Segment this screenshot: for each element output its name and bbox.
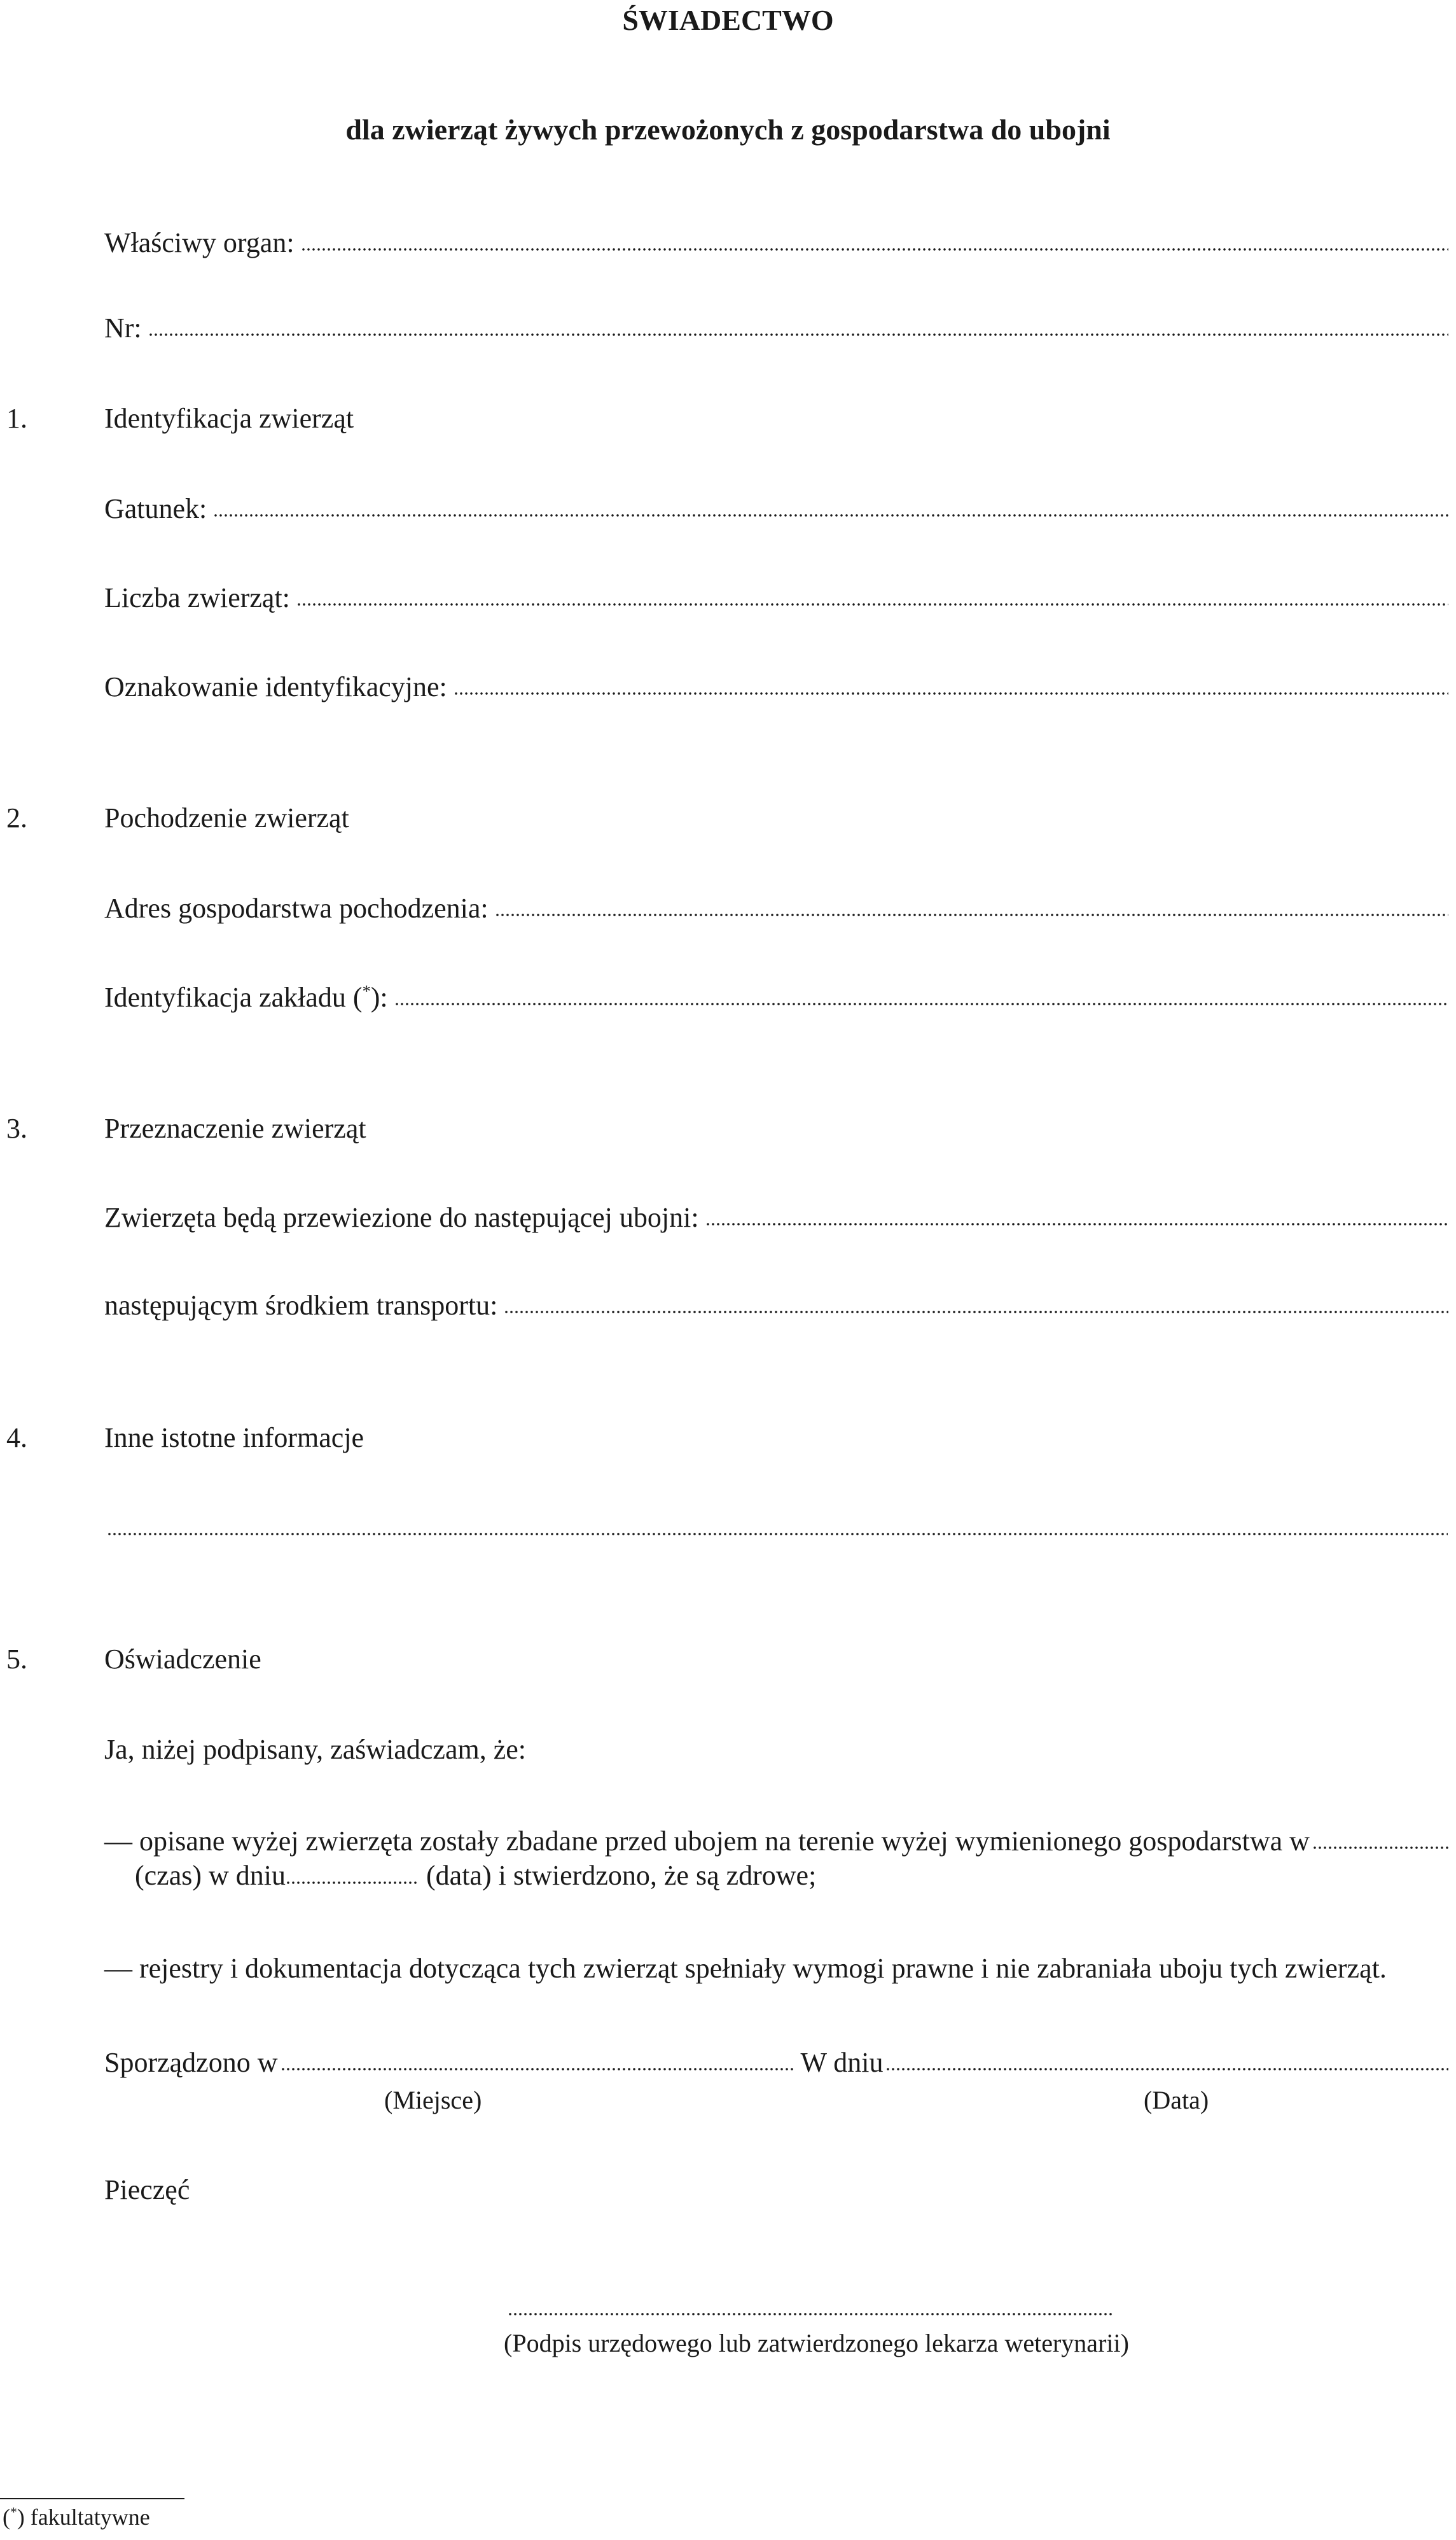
section-4-number: 4.: [6, 1422, 27, 1453]
footnote-mark: *: [362, 981, 371, 1001]
miejsce-caption: (Miejsce): [384, 2086, 482, 2114]
inne-informacje-dotted-line[interactable]: [107, 1532, 1448, 1536]
oznakowanie-label: Oznakowanie identyfikacyjne:: [104, 671, 447, 702]
nr-field[interactable]: [104, 311, 1448, 346]
organ-field[interactable]: [104, 225, 1448, 261]
declaration-point-1-line-1: [104, 1824, 1448, 1859]
footnote: (*) fakultatywne: [3, 2504, 150, 2530]
czas-w-dniu-label: (czas) w dniu: [135, 1860, 286, 1891]
identyfikacja-zakladu-end: ):: [370, 982, 388, 1013]
signature-caption: (Podpis urzędowego lub zatwierdzonego lekarza weterynarii): [504, 2329, 1129, 2357]
footnote-marker: *: [10, 2504, 17, 2520]
identyfikacja-zakladu-dotted-line: [394, 1002, 1448, 1006]
section-1-number: 1.: [6, 403, 27, 434]
section-3-heading: Przeznaczenie zwierząt: [104, 1113, 366, 1144]
signature-dotted-line[interactable]: [508, 2312, 1112, 2316]
oznakowanie-dotted-line: [454, 692, 1448, 695]
adres-dotted-line: [495, 913, 1448, 917]
section-5-number: 5.: [6, 1643, 27, 1675]
identyfikacja-zakladu-text: Identyfikacja zakładu (: [104, 982, 363, 1013]
section-5-heading: Oświadczenie: [104, 1643, 261, 1675]
ubojnia-field[interactable]: [104, 1200, 1448, 1236]
czas-dotted-line[interactable]: [1312, 1846, 1448, 1850]
section-2-number: 2.: [6, 802, 27, 834]
section-4-heading: Inne istotne informacje: [104, 1422, 364, 1453]
gatunek-label: Gatunek:: [104, 493, 207, 524]
footnote-separator: [0, 2498, 184, 2499]
section-1-heading: Identyfikacja zwierząt: [104, 403, 354, 434]
declaration-point-2: — rejestry i dokumentacja dotycząca tych zwierząt spełniały wymogi prawne i nie zabraniała uboju tych zwierząt.: [104, 1953, 1387, 1984]
w-dniu-label: W dniu: [800, 2047, 884, 2078]
identyfikacja-zakladu-label: [104, 980, 388, 1015]
nr-dotted-line: [148, 333, 1448, 337]
sporzadzono-label: Sporządzono w: [104, 2047, 278, 2078]
data-stwierdzono-text: (data) i stwierdzono, że są zdrowe;: [426, 1860, 817, 1891]
organ-label: Właściwy organ:: [104, 227, 295, 258]
ubojnia-label: Zwierzęta będą przewiezione do następującej ubojni:: [104, 1202, 699, 1233]
liczba-dotted-line: [296, 603, 1448, 606]
organ-dotted-line: [301, 248, 1448, 251]
data-caption: (Data): [1144, 2086, 1209, 2114]
transport-field[interactable]: [104, 1288, 1448, 1323]
sporzadzono-row: [104, 2045, 1448, 2081]
miejsce-dotted-line[interactable]: [281, 2067, 794, 2071]
footnote-text: fakultatywne: [30, 2504, 150, 2530]
ubojnia-dotted-line: [705, 1222, 1448, 1226]
transport-label: następującym środkiem transportu:: [104, 1290, 498, 1321]
dzien-dotted-line[interactable]: [286, 1881, 419, 1885]
liczba-label: Liczba zwierząt:: [104, 582, 290, 613]
declaration-intro: Ja, niżej podpisany, zaświadczam, że:: [104, 1734, 526, 1765]
transport-dotted-line: [504, 1310, 1448, 1314]
identyfikacja-zakladu-field[interactable]: [104, 980, 1448, 1015]
document-title: ŚWIADECTWO: [622, 4, 834, 36]
declaration-point-1-line-2: [135, 1858, 1448, 1894]
pieczec-label: Pieczęć: [104, 2174, 190, 2205]
data-dotted-line[interactable]: [885, 2067, 1448, 2071]
adres-field[interactable]: [104, 891, 1448, 926]
liczba-field[interactable]: [104, 580, 1448, 616]
gatunek-field[interactable]: [104, 491, 1448, 527]
oznakowanie-field[interactable]: [104, 669, 1448, 705]
nr-label: Nr:: [104, 312, 142, 344]
adres-label: Adres gospodarstwa pochodzenia:: [104, 893, 489, 924]
declaration-point-1-text: — opisane wyżej zwierzęta zostały zbadane przed ubojem na terenie wyżej wymienionego gospodarstwa w: [104, 1825, 1310, 1857]
document-subtitle: dla zwierząt żywych przewożonych z gospodarstwa do ubojni: [345, 113, 1111, 146]
section-2-heading: Pochodzenie zwierząt: [104, 802, 349, 834]
section-3-number: 3.: [6, 1113, 27, 1144]
gatunek-dotted-line: [213, 513, 1448, 517]
